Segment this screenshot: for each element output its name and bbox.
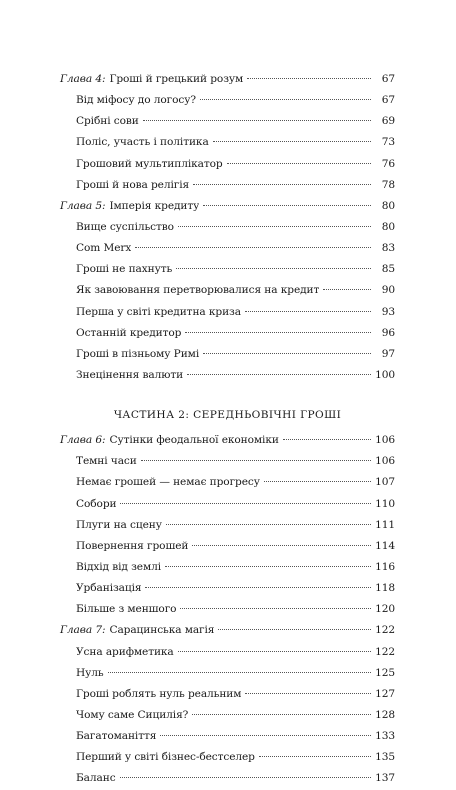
toc-section-row[interactable] xyxy=(60,154,395,175)
dot-leader xyxy=(193,184,371,185)
dot-leader xyxy=(135,247,371,248)
toc-section-row[interactable] xyxy=(60,726,395,747)
page-number: 90 xyxy=(381,284,395,297)
dot-leader xyxy=(264,481,371,482)
toc-section-row[interactable] xyxy=(60,259,395,280)
dot-leader xyxy=(218,629,371,630)
dot-leader xyxy=(203,353,371,354)
page-number: 83 xyxy=(381,242,395,255)
toc-section-row[interactable] xyxy=(60,663,395,684)
dot-leader xyxy=(178,226,371,227)
dot-leader xyxy=(192,545,371,546)
dot-leader xyxy=(323,289,371,290)
page-number: 114 xyxy=(375,539,395,552)
page-number: 127 xyxy=(375,687,395,700)
chapter-title: Сутінки феодальної економіки xyxy=(109,434,279,447)
toc-section-row[interactable] xyxy=(60,175,395,196)
toc-section-row[interactable] xyxy=(60,557,395,578)
chapter-title: Гроші й грецький розум xyxy=(109,73,244,85)
toc-section-row[interactable] xyxy=(60,705,395,726)
page-number: 97 xyxy=(381,347,395,360)
dot-leader xyxy=(192,714,371,715)
chapter-prefix: Глава 4: xyxy=(60,73,106,85)
section-title: Усна арифметика xyxy=(76,645,174,658)
dot-leader xyxy=(245,311,371,312)
section-title: Відхід від землі xyxy=(76,560,161,573)
dot-leader xyxy=(166,524,371,525)
section-title: Більше з меншого xyxy=(76,603,177,616)
dot-leader xyxy=(185,332,371,333)
toc-section-row[interactable] xyxy=(60,90,395,111)
toc-section-row[interactable] xyxy=(60,684,395,705)
page-number: 96 xyxy=(381,326,395,339)
page-number: 122 xyxy=(375,624,395,637)
page-number: 93 xyxy=(381,305,395,318)
section-title: Як завоювання перетворювалися на кредит xyxy=(76,284,320,297)
page-number: 111 xyxy=(375,518,395,531)
toc-section-row[interactable] xyxy=(60,132,395,153)
toc-section-row[interactable] xyxy=(60,599,395,620)
page-number: 73 xyxy=(381,136,395,149)
toc-section-row[interactable] xyxy=(60,515,395,536)
dot-leader xyxy=(180,608,371,609)
dot-leader xyxy=(108,672,371,673)
dot-leader xyxy=(213,141,371,142)
toc-section-row[interactable] xyxy=(60,768,395,789)
toc-chapter-row[interactable] xyxy=(60,430,395,451)
chapter-prefix: Глава 6: xyxy=(60,434,106,447)
section-title: Гроші в пізньому Римі xyxy=(76,347,200,360)
page-number: 67 xyxy=(381,94,395,107)
toc-section-row[interactable] xyxy=(60,344,395,365)
section-title: Поліс, участь і політика xyxy=(76,136,209,149)
page-number: 125 xyxy=(375,666,395,679)
page-number: 106 xyxy=(375,455,395,468)
page-number: 110 xyxy=(375,497,395,510)
section-title: Com Merx xyxy=(76,242,132,255)
dot-leader xyxy=(120,777,371,778)
section-title: Останній кредитор xyxy=(76,326,182,339)
section-title: Гроші й нова релігія xyxy=(76,178,190,191)
section-title: Гроші не пахнуть xyxy=(76,263,173,276)
toc-section-row[interactable] xyxy=(60,323,395,344)
section-title: Багатоманіття xyxy=(76,730,157,743)
section-title: Перший у світі бізнес-бестселер xyxy=(76,751,255,764)
section-title: Чому саме Сицилія? xyxy=(76,708,189,721)
dot-leader xyxy=(145,587,371,588)
part-heading: ЧАСТИНА 2: СЕРЕДНЬОВІЧНІ ГРОШІ xyxy=(113,409,342,422)
toc-section-row[interactable] xyxy=(60,365,395,386)
section-title: Перша у світі кредитна криза xyxy=(76,305,241,318)
chapter-title: Імперія кредиту xyxy=(109,199,200,212)
toc-chapter-row[interactable] xyxy=(60,620,395,641)
dot-leader xyxy=(187,374,371,375)
section-title: Немає грошей — немає прогресу xyxy=(76,476,260,489)
page-number: 122 xyxy=(375,645,395,658)
page-number: 100 xyxy=(375,368,395,381)
toc-section-row[interactable] xyxy=(60,747,395,768)
section-title: Від міфосу до логосу? xyxy=(76,94,196,107)
page-number: 85 xyxy=(381,263,395,276)
chapter-prefix: Глава 7: xyxy=(60,624,106,637)
page-number: 128 xyxy=(375,708,395,721)
toc-section-row[interactable] xyxy=(60,536,395,557)
page-number: 135 xyxy=(375,751,395,764)
chapter-prefix: Глава 5: xyxy=(60,199,106,212)
toc-section-row[interactable] xyxy=(60,472,395,493)
dot-leader xyxy=(178,651,371,652)
toc-chapter-row[interactable] xyxy=(60,69,395,90)
section-title: Срібні сови xyxy=(76,115,139,128)
page-number: 106 xyxy=(375,434,395,447)
toc-section-row[interactable] xyxy=(60,494,395,515)
page-number: 67 xyxy=(381,73,395,85)
section-title: Баланс xyxy=(76,772,116,785)
section-title: Урбанізація xyxy=(76,582,142,595)
dot-leader xyxy=(120,503,371,504)
section-title: Вище суспільство xyxy=(76,220,174,233)
section-title: Гроші роблять нуль реальним xyxy=(76,687,242,700)
toc-section-row[interactable] xyxy=(60,302,395,323)
page-number: 107 xyxy=(375,476,395,489)
chapter-title: Сарацинська магія xyxy=(109,624,215,637)
dot-leader xyxy=(141,460,371,461)
section-title: Плуги на сцену xyxy=(76,518,162,531)
dot-leader xyxy=(200,99,371,100)
toc-section-row[interactable] xyxy=(60,217,395,238)
page-number: 118 xyxy=(375,582,395,595)
table-of-contents xyxy=(60,69,395,790)
dot-leader xyxy=(203,205,371,206)
page-number: 120 xyxy=(375,603,395,616)
section-title: Знецінення валюти xyxy=(76,368,184,381)
page-number: 80 xyxy=(381,220,395,233)
toc-chapter-row[interactable] xyxy=(60,196,395,217)
dot-leader xyxy=(176,268,371,269)
dot-leader xyxy=(160,735,371,736)
dot-leader xyxy=(247,78,371,79)
page-number: 76 xyxy=(381,157,395,170)
page-number: 80 xyxy=(381,199,395,212)
toc-section-row[interactable] xyxy=(60,111,395,132)
section-title: Повернення грошей xyxy=(76,539,189,552)
section-title: Грошовий мультиплікатор xyxy=(76,157,223,170)
dot-leader xyxy=(259,756,371,757)
dot-leader xyxy=(165,566,371,567)
section-title: Собори xyxy=(76,497,117,510)
page-number: 133 xyxy=(375,730,395,743)
toc-section-row[interactable] xyxy=(60,280,395,301)
dot-leader xyxy=(143,120,371,121)
toc-section-row[interactable] xyxy=(60,642,395,663)
dot-leader xyxy=(245,693,371,694)
section-title: Темні часи xyxy=(76,455,137,468)
toc-section-row[interactable] xyxy=(60,578,395,599)
dot-leader xyxy=(227,163,371,164)
section-title: Нуль xyxy=(76,666,104,679)
page-number: 78 xyxy=(381,178,395,191)
page-number: 69 xyxy=(381,115,395,128)
page-number: 116 xyxy=(375,560,395,573)
toc-section-row[interactable] xyxy=(60,451,395,472)
page-number: 137 xyxy=(375,772,395,785)
toc-section-row[interactable] xyxy=(60,238,395,259)
dot-leader xyxy=(283,439,371,440)
